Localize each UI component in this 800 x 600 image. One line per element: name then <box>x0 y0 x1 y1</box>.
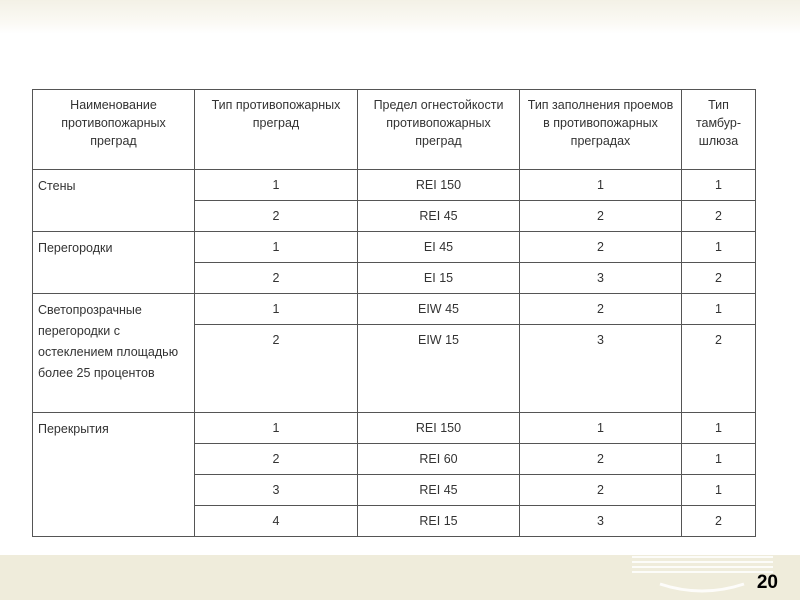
table-header-row <box>33 90 756 170</box>
table-row <box>33 170 756 201</box>
fire-resistance-cell: REI 45 <box>358 475 520 506</box>
airlock-type-cell: 1 <box>682 444 756 475</box>
opening-fill-cell: 1 <box>520 413 682 444</box>
fire-resistance-cell: EI 45 <box>358 232 520 263</box>
airlock-type-cell: 2 <box>682 325 756 413</box>
opening-fill-cell: 3 <box>520 325 682 413</box>
barrier-type-cell: 1 <box>195 232 358 263</box>
airlock-type-cell: 1 <box>682 475 756 506</box>
opening-fill-cell: 1 <box>520 170 682 201</box>
header-fire-resistance: Предел огнестойкости противопожарных преград <box>358 90 520 170</box>
fire-barriers-table <box>32 89 756 537</box>
fire-resistance-cell: EIW 15 <box>358 325 520 413</box>
opening-fill-cell: 2 <box>520 232 682 263</box>
barrier-type-cell: 3 <box>195 475 358 506</box>
header-barrier-name: Наименование противопожарных преград <box>33 90 195 170</box>
fire-resistance-cell: REI 150 <box>358 170 520 201</box>
opening-fill-cell: 3 <box>520 506 682 537</box>
opening-fill-cell: 2 <box>520 201 682 232</box>
barrier-type-cell: 2 <box>195 325 358 413</box>
airlock-type-cell: 2 <box>682 506 756 537</box>
opening-fill-cell: 2 <box>520 294 682 325</box>
airlock-type-cell: 1 <box>682 294 756 325</box>
barrier-type-cell: 2 <box>195 201 358 232</box>
fire-resistance-cell: EI 15 <box>358 263 520 294</box>
opening-fill-cell: 2 <box>520 444 682 475</box>
barrier-type-cell: 1 <box>195 294 358 325</box>
barrier-type-cell: 1 <box>195 413 358 444</box>
header-airlock-type: Тип тамбур-шлюза <box>682 90 756 170</box>
header-barrier-type: Тип противопожарных преград <box>195 90 358 170</box>
barrier-type-cell: 2 <box>195 263 358 294</box>
barrier-type-cell: 2 <box>195 444 358 475</box>
airlock-type-cell: 1 <box>682 232 756 263</box>
barrier-name-cell: Светопрозрачные перегородки с остеклением площадью более 25 процентов <box>33 294 195 413</box>
fire-resistance-cell: EIW 45 <box>358 294 520 325</box>
table-row <box>33 413 756 444</box>
page-number: 20 <box>756 572 778 593</box>
table-row <box>33 294 756 325</box>
barrier-type-cell: 1 <box>195 170 358 201</box>
top-decor-band <box>0 0 800 34</box>
barrier-name-cell: Перегородки <box>33 232 195 294</box>
opening-fill-cell: 2 <box>520 475 682 506</box>
fire-resistance-cell: REI 15 <box>358 506 520 537</box>
airlock-type-cell: 1 <box>682 413 756 444</box>
table-row <box>33 232 756 263</box>
fire-resistance-cell: REI 60 <box>358 444 520 475</box>
barrier-name-cell: Перекрытия <box>33 413 195 537</box>
institution-logo-watermark <box>630 546 775 596</box>
airlock-type-cell: 2 <box>682 201 756 232</box>
barrier-type-cell: 4 <box>195 506 358 537</box>
opening-fill-cell: 3 <box>520 263 682 294</box>
fire-resistance-cell: REI 45 <box>358 201 520 232</box>
airlock-type-cell: 1 <box>682 170 756 201</box>
airlock-type-cell: 2 <box>682 263 756 294</box>
fire-resistance-cell: REI 150 <box>358 413 520 444</box>
header-opening-fill-type: Тип заполнения проемов в противопожарных преградах <box>520 90 682 170</box>
barrier-name-cell: Стены <box>33 170 195 232</box>
